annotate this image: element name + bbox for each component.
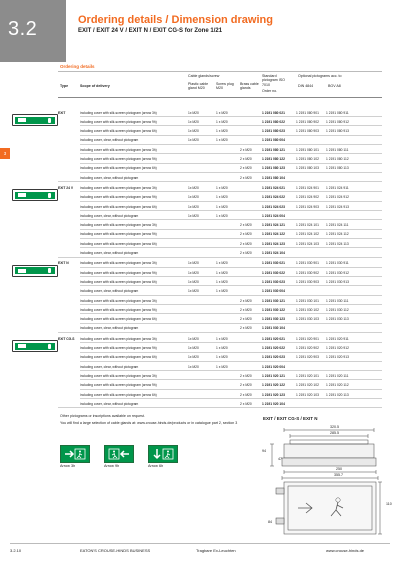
exit-sign-image bbox=[12, 340, 58, 352]
row-cell-c4: 1 2191 020 121 bbox=[262, 373, 285, 378]
pictogram-label-3h: Arrow 3h bbox=[60, 464, 76, 468]
row-cell-c4: 1 2191 020 021 bbox=[262, 336, 285, 341]
row-cell-c4: 1 2191 024 023 bbox=[262, 204, 285, 209]
row-cell-c2: 1 x M20 bbox=[216, 110, 228, 115]
row-cell-c5: 1 2191 024 903 bbox=[296, 204, 319, 209]
row-cell-c2: 1 x M20 bbox=[216, 204, 228, 209]
row-cell-c5: 1 2191 024 902 bbox=[296, 195, 319, 200]
row-cell-c1: 1x M20 bbox=[188, 185, 199, 190]
row-cell-c3: 2 x M20 bbox=[240, 383, 252, 388]
row-cell-c3: 2 x M20 bbox=[240, 175, 252, 180]
row-cell-desc: including cover with silk-screen pictogram (arrow 6h) bbox=[80, 279, 157, 284]
pictogram-label-6h: Arrow 6h bbox=[148, 464, 164, 468]
chapter-side-tab: 3 bbox=[0, 148, 10, 159]
table-row bbox=[58, 221, 382, 230]
table-row bbox=[58, 193, 382, 202]
row-cell-desc: including cover with silk-screen pictogram (arrow 6h) bbox=[80, 166, 157, 171]
row-cell-desc: including cover, clear, without pictogram bbox=[80, 326, 139, 331]
drawing-title: EXIT / EXIT CG-S / EXIT N bbox=[263, 416, 318, 421]
row-cell-c2: 1 x M20 bbox=[216, 289, 228, 294]
table-row bbox=[58, 324, 382, 333]
table-row bbox=[58, 362, 382, 371]
row-cell-c6: 1 2191 024 112 bbox=[326, 232, 349, 237]
row-cell-c5: 1 2191 080 102 bbox=[296, 157, 319, 161]
row-cell-desc: including cover, clear, without pictogram bbox=[80, 175, 139, 180]
row-cell-c1: 1x M20 bbox=[188, 364, 199, 369]
row-cell-c5: 1 2191 020 103 bbox=[296, 392, 319, 397]
section-rule bbox=[58, 71, 382, 72]
table-row bbox=[58, 371, 382, 380]
row-cell-c1: 1x M20 bbox=[188, 138, 199, 143]
row-cell-c6: 1 2191 020 913 bbox=[326, 355, 349, 360]
row-cell-c1: 1x M20 bbox=[188, 204, 199, 209]
table-row bbox=[58, 230, 382, 239]
table-row bbox=[58, 259, 382, 268]
row-cell-c1: 1x M20 bbox=[188, 261, 199, 266]
row-cell-c6: 1 2191 080 111 bbox=[326, 147, 349, 152]
exit-sign-image bbox=[12, 265, 58, 277]
row-cell-c1: 1x M20 bbox=[188, 129, 199, 134]
row-cell-c5: 1 2191 030 102 bbox=[296, 307, 319, 312]
row-divider bbox=[58, 407, 382, 408]
row-cell-desc: including cover with silk-screen pictogram (arrow 9h) bbox=[80, 346, 157, 350]
row-cell-c5: 1 2191 080 902 bbox=[296, 119, 319, 124]
row-cell-c5: 1 2191 030 903 bbox=[296, 279, 319, 284]
row-cell-desc: including cover with silk-screen pictogram (arrow 3h) bbox=[80, 185, 157, 190]
row-cell-c4: 1 2191 024 021 bbox=[262, 185, 285, 190]
row-cell-c2: 1 x M20 bbox=[216, 279, 228, 284]
row-cell-c6: 1 2191 024 111 bbox=[326, 223, 349, 228]
row-cell-c6: 1 2191 030 912 bbox=[326, 270, 349, 275]
row-cell-c6: 1 2191 024 113 bbox=[326, 241, 349, 246]
row-cell-c4: 1 2191 080 104 bbox=[262, 175, 285, 180]
row-cell-c3: 2 x M20 bbox=[240, 298, 252, 303]
row-cell-c4: 1 2191 080 004 bbox=[262, 138, 285, 143]
row-cell-c1: 1x M20 bbox=[188, 289, 199, 294]
row-cell-c3: 2 x M20 bbox=[240, 373, 252, 378]
row-cell-desc: including cover, clear, without pictogram bbox=[80, 364, 139, 369]
row-cell-c4: 1 2191 030 121 bbox=[262, 298, 285, 303]
exit-sign-plate bbox=[15, 117, 55, 124]
table-row bbox=[58, 381, 382, 390]
row-cell-desc: including cover with silk-screen pictogram (arrow 9h) bbox=[80, 232, 157, 237]
table-row bbox=[58, 390, 382, 399]
header-type: Type bbox=[60, 84, 69, 88]
row-cell-c6: 1 2191 020 112 bbox=[326, 383, 349, 388]
row-cell-c5: 1 2191 024 101 bbox=[296, 223, 319, 228]
row-cell-c2: 1 x M20 bbox=[216, 119, 228, 124]
row-cell-desc: including cover with silk-screen pictogram (arrow 9h) bbox=[80, 195, 157, 200]
row-cell-c2: 1 x M20 bbox=[216, 138, 228, 143]
exit-sign-plate bbox=[15, 343, 55, 350]
row-cell-c4: 1 2191 024 122 bbox=[262, 232, 285, 237]
row-cell-c5: 1 2191 030 101 bbox=[296, 298, 319, 303]
row-cell-c6: 1 2191 024 912 bbox=[326, 195, 349, 200]
row-type: EXIT N bbox=[58, 261, 69, 266]
row-cell-c5: 1 2191 080 903 bbox=[296, 129, 319, 134]
row-cell-c4: 1 2191 020 004 bbox=[262, 364, 285, 369]
exit-sign-plate bbox=[15, 267, 55, 274]
row-cell-desc: including cover, clear, without pictogram bbox=[80, 138, 139, 143]
header-order-no: Order no. bbox=[262, 89, 278, 93]
row-cell-c4: 1 2191 030 123 bbox=[262, 317, 285, 322]
row-cell-c3: 2 x M20 bbox=[240, 232, 252, 237]
row-cell-c6: 1 2191 030 913 bbox=[326, 279, 349, 284]
header-brass: Brass cable glands bbox=[240, 82, 259, 91]
row-cell-desc: including cover with silk-screen pictogram (arrow 9h) bbox=[80, 157, 157, 161]
row-cell-desc: including cover with silk-screen pictogram (arrow 6h) bbox=[80, 355, 157, 360]
row-cell-c5: 1 2191 024 102 bbox=[296, 232, 319, 237]
table-row bbox=[58, 239, 382, 248]
row-divider bbox=[58, 332, 382, 333]
row-type: EXIT CG-S bbox=[58, 336, 75, 341]
row-cell-c4: 1 2191 024 104 bbox=[262, 251, 285, 255]
row-cell-desc: including cover, clear, without pictogram bbox=[80, 251, 139, 255]
row-cell-c3: 2 x M20 bbox=[240, 147, 252, 152]
table-row bbox=[58, 136, 382, 145]
note-cable-glands: You will find a large selection of cable glands at: www.crouse-hinds.de/products or in catalogue part 2, section 3 bbox=[60, 421, 238, 425]
row-cell-c4: 1 2191 080 121 bbox=[262, 147, 285, 152]
row-cell-desc: including cover, clear, without pictogram bbox=[80, 401, 139, 406]
row-cell-c2: 1 x M20 bbox=[216, 270, 228, 275]
row-cell-c2: 1 x M20 bbox=[216, 346, 228, 350]
pictogram-arrow-6h bbox=[148, 445, 178, 463]
row-cell-c4: 1 2191 080 022 bbox=[262, 119, 285, 124]
row-cell-c2: 1 x M20 bbox=[216, 336, 228, 341]
row-cell-c6: 1 2191 030 911 bbox=[326, 261, 349, 266]
row-cell-c4: 1 2191 020 104 bbox=[262, 401, 285, 406]
row-cell-c4: 1 2191 020 122 bbox=[262, 383, 285, 388]
row-cell-c2: 1 x M20 bbox=[216, 129, 228, 134]
row-cell-c1: 1x M20 bbox=[188, 270, 199, 275]
dim-body-width: 250 bbox=[336, 467, 342, 471]
header-scope: Scope of delivery bbox=[80, 84, 110, 88]
row-cell-c5: 1 2191 024 103 bbox=[296, 241, 319, 246]
row-cell-c5: 1 2191 080 103 bbox=[296, 166, 319, 171]
header-plastic: Plastic cable gland M20 bbox=[188, 82, 209, 91]
footer-url: www.crouse-hinds.de bbox=[326, 548, 365, 553]
row-cell-c4: 1 2191 024 121 bbox=[262, 223, 285, 228]
row-cell-c6: 1 2191 020 911 bbox=[326, 336, 349, 341]
row-cell-desc: including cover with silk-screen pictogram (arrow 9h) bbox=[80, 383, 157, 388]
row-cell-desc: including cover, clear, without pictogram bbox=[80, 289, 139, 294]
row-cell-c5: 1 2191 020 903 bbox=[296, 355, 319, 360]
exit-sign-image bbox=[12, 189, 58, 201]
table-row bbox=[58, 399, 382, 408]
row-cell-desc: including cover with silk-screen pictogram (arrow 6h) bbox=[80, 204, 157, 209]
row-cell-c6: 1 2191 080 912 bbox=[326, 119, 349, 124]
row-cell-c3: 2 x M20 bbox=[240, 157, 252, 161]
row-cell-c4: 1 2191 024 004 bbox=[262, 213, 285, 218]
row-cell-desc: including cover with silk-screen pictogram (arrow 9h) bbox=[80, 119, 157, 124]
row-cell-c4: 1 2191 020 023 bbox=[262, 355, 285, 360]
row-type: EXIT bbox=[58, 110, 66, 115]
table-row bbox=[58, 287, 382, 296]
row-cell-c2: 1 x M20 bbox=[216, 213, 228, 218]
running-man-arrow-left-icon bbox=[107, 448, 131, 460]
row-cell-c5: 1 2191 020 901 bbox=[296, 336, 319, 341]
footer-page-number: 3.2.10 bbox=[10, 548, 22, 553]
row-cell-c2: 1 x M20 bbox=[216, 195, 228, 200]
table-row bbox=[58, 315, 382, 324]
row-cell-desc: including cover with silk-screen pictogram (arrow 6h) bbox=[80, 392, 157, 397]
row-cell-c1: 1x M20 bbox=[188, 119, 199, 124]
row-cell-c6: 1 2191 080 112 bbox=[326, 157, 349, 161]
dim-front-height: 110 bbox=[386, 502, 392, 506]
pictogram-label-9h: Arrow 9h bbox=[104, 464, 120, 468]
table-row bbox=[58, 164, 382, 173]
note-other-pictograms: Other pictograms or inscriptions available on request. bbox=[60, 414, 145, 418]
table-row bbox=[58, 249, 382, 258]
page-title: Ordering details / Dimension drawing bbox=[78, 14, 273, 26]
row-cell-desc: including cover with silk-screen pictogram (arrow 3h) bbox=[80, 336, 157, 341]
row-cell-c3: 2 x M20 bbox=[240, 307, 252, 312]
row-cell-c3: 2 x M20 bbox=[240, 223, 252, 228]
footer-brand: EATON'S CROUSE-HINDS BUSINESS bbox=[80, 548, 151, 553]
row-cell-desc: including cover, clear, without pictogram bbox=[80, 213, 139, 218]
row-cell-c3: 2 x M20 bbox=[240, 401, 252, 406]
row-cell-c4: 1 2191 024 022 bbox=[262, 195, 285, 200]
table-row bbox=[58, 108, 382, 117]
footer-catalogue: Tragbare Ex-Leuchten bbox=[196, 548, 236, 553]
row-cell-c3: 2 x M20 bbox=[240, 326, 252, 331]
row-cell-c5: 1 2191 030 901 bbox=[296, 261, 319, 266]
exit-sign-image bbox=[12, 114, 58, 126]
row-type: EXIT 24 V bbox=[58, 185, 74, 190]
row-cell-c2: 1 x M20 bbox=[216, 364, 228, 369]
row-cell-c6: 1 2191 080 113 bbox=[326, 166, 349, 171]
row-divider bbox=[58, 181, 382, 182]
row-cell-c6: 1 2191 024 911 bbox=[326, 185, 349, 190]
row-cell-c4: 1 2191 020 123 bbox=[262, 392, 285, 397]
row-cell-c1: 1x M20 bbox=[188, 279, 199, 284]
row-cell-c4: 1 2191 030 122 bbox=[262, 307, 285, 312]
row-cell-c6: 1 2191 020 912 bbox=[326, 346, 349, 350]
dimension-drawing bbox=[268, 424, 394, 540]
row-cell-c6: 1 2191 020 113 bbox=[326, 392, 349, 397]
table-row bbox=[58, 183, 382, 192]
row-cell-c4: 1 2191 080 021 bbox=[262, 110, 285, 115]
row-cell-c4: 1 2191 030 022 bbox=[262, 270, 285, 275]
table-row bbox=[58, 296, 382, 305]
row-cell-c1: 1x M20 bbox=[188, 355, 199, 360]
table-row bbox=[58, 305, 382, 314]
table-row bbox=[58, 127, 382, 136]
row-cell-desc: including cover with silk-screen pictogram (arrow 6h) bbox=[80, 129, 157, 134]
row-cell-c1: 1x M20 bbox=[188, 195, 199, 200]
row-cell-c5: 1 2191 080 101 bbox=[296, 147, 319, 152]
row-cell-c5: 1 2191 020 101 bbox=[296, 373, 319, 378]
row-cell-c2: 1 x M20 bbox=[216, 261, 228, 266]
row-cell-c4: 1 2191 080 023 bbox=[262, 129, 285, 134]
table-row bbox=[58, 202, 382, 211]
row-cell-c4: 1 2191 080 122 bbox=[262, 157, 285, 161]
row-cell-c3: 2 x M20 bbox=[240, 317, 252, 322]
row-cell-desc: including cover with silk-screen pictogram (arrow 3h) bbox=[80, 110, 157, 115]
row-cell-c3: 2 x M20 bbox=[240, 392, 252, 397]
row-cell-c5: 1 2191 030 902 bbox=[296, 270, 319, 275]
row-cell-c4: 1 2191 030 004 bbox=[262, 289, 285, 294]
table-row bbox=[58, 334, 382, 343]
row-cell-c3: 2 x M20 bbox=[240, 251, 252, 255]
row-cell-c4: 1 2191 080 123 bbox=[262, 166, 285, 171]
dim-mount-width: 285.5 bbox=[330, 431, 339, 435]
row-cell-c5: 1 2191 020 902 bbox=[296, 346, 319, 350]
row-cell-desc: including cover with silk-screen pictogram (arrow 3h) bbox=[80, 261, 157, 266]
table-row bbox=[58, 268, 382, 277]
row-cell-c2: 1 x M20 bbox=[216, 185, 228, 190]
row-cell-c6: 1 2191 030 112 bbox=[326, 307, 349, 312]
header-cable-glands: Cable glands/screw bbox=[188, 74, 220, 78]
row-cell-desc: including cover with silk-screen pictogram (arrow 6h) bbox=[80, 317, 157, 322]
row-cell-desc: including cover with silk-screen pictogram (arrow 9h) bbox=[80, 307, 157, 312]
header-din: DIN 4844 bbox=[298, 84, 314, 88]
dim-base-depth: 47 bbox=[278, 457, 282, 461]
row-cell-c4: 1 2191 030 104 bbox=[262, 326, 285, 331]
pictogram-arrow-9h bbox=[104, 445, 134, 463]
row-divider bbox=[58, 257, 382, 258]
header-screw-plug: Screw plug M20 bbox=[216, 82, 234, 91]
exit-sign-plate bbox=[15, 192, 55, 199]
table-row bbox=[58, 353, 382, 362]
page-subtitle: EXIT / EXIT 24 V / EXIT N / EXIT CG-S for Zone 1/21 bbox=[78, 28, 223, 34]
row-cell-c4: 1 2191 030 023 bbox=[262, 279, 285, 284]
row-cell-desc: including cover with silk-screen pictogram (arrow 3h) bbox=[80, 298, 157, 303]
row-cell-c6: 1 2191 020 111 bbox=[326, 373, 349, 378]
table-row bbox=[58, 277, 382, 286]
row-cell-c5: 1 2191 030 103 bbox=[296, 317, 319, 322]
row-cell-c5: 1 2191 080 901 bbox=[296, 110, 319, 115]
row-cell-c1: 1x M20 bbox=[188, 346, 199, 350]
row-cell-c4: 1 2191 020 022 bbox=[262, 346, 285, 350]
row-cell-c2: 1 x M20 bbox=[216, 355, 228, 360]
row-cell-desc: including cover with silk-screen pictogram (arrow 3h) bbox=[80, 223, 157, 228]
row-cell-c1: 1x M20 bbox=[188, 213, 199, 218]
chapter-number: 3.2 bbox=[8, 18, 38, 40]
table-row bbox=[58, 155, 382, 164]
dim-side-height: 84 bbox=[268, 520, 272, 524]
row-cell-desc: including cover with silk-screen pictogram (arrow 6h) bbox=[80, 241, 157, 246]
table-row bbox=[58, 173, 382, 182]
running-man-arrow-down-icon bbox=[151, 448, 175, 460]
row-cell-c4: 1 2191 030 021 bbox=[262, 261, 285, 266]
row-cell-c5: 1 2191 020 102 bbox=[296, 383, 319, 388]
table-row bbox=[58, 117, 382, 126]
footer-rule bbox=[10, 543, 390, 544]
row-cell-c3: 2 x M20 bbox=[240, 241, 252, 246]
header-rule bbox=[58, 97, 382, 98]
dim-overall-width: 320.5 bbox=[330, 425, 339, 429]
row-cell-c6: 1 2191 080 913 bbox=[326, 129, 349, 134]
table-row bbox=[58, 344, 382, 353]
row-cell-desc: including cover with silk-screen pictogram (arrow 3h) bbox=[80, 147, 157, 152]
row-cell-desc: including cover with silk-screen pictogram (arrow 3h) bbox=[80, 373, 157, 378]
row-cell-c6: 1 2191 080 911 bbox=[326, 110, 349, 115]
row-cell-c6: 1 2191 030 113 bbox=[326, 317, 349, 322]
row-cell-desc: including cover with silk-screen pictogram (arrow 9h) bbox=[80, 270, 157, 275]
chapter-box bbox=[0, 0, 66, 62]
row-cell-c1: 1x M20 bbox=[188, 336, 199, 341]
header-standard: Standard pictogram ISO 7010 bbox=[262, 74, 285, 87]
header-bgv: BGV A8 bbox=[328, 84, 341, 88]
section-heading: Ordering details bbox=[60, 64, 95, 69]
table-row bbox=[58, 211, 382, 220]
row-cell-c6: 1 2191 030 111 bbox=[326, 298, 349, 303]
pictogram-arrow-3h bbox=[60, 445, 90, 463]
dim-depth: 94 bbox=[262, 449, 266, 453]
running-man-arrow-right-icon bbox=[63, 448, 87, 460]
header-optional: Optional pictograms acc. to bbox=[298, 74, 342, 78]
row-cell-c3: 2 x M20 bbox=[240, 166, 252, 171]
row-cell-c6: 1 2191 024 913 bbox=[326, 204, 349, 209]
dim-total-length: 355.7 bbox=[334, 473, 343, 477]
row-cell-c4: 1 2191 024 123 bbox=[262, 241, 285, 246]
row-cell-c1: 1x M20 bbox=[188, 110, 199, 115]
table-row bbox=[58, 145, 382, 154]
row-cell-c5: 1 2191 024 901 bbox=[296, 185, 319, 190]
